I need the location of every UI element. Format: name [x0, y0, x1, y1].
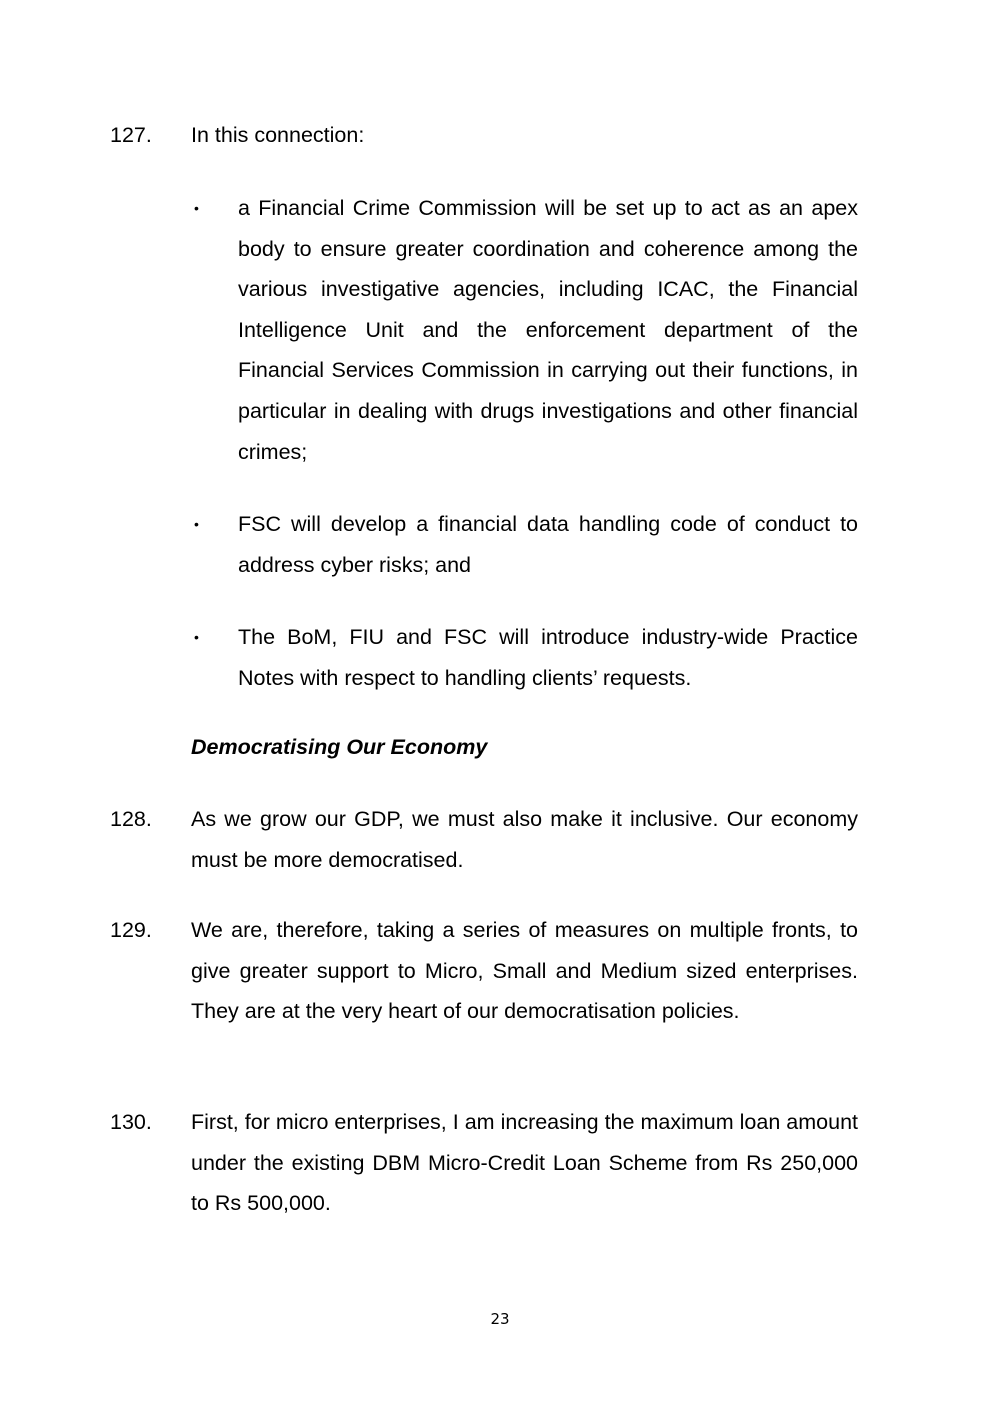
list-item — [190, 617, 858, 698]
paragraph-text: First, for micro enterprises, I am increasing the maximum loan amount under the existing DBM Micro-Credit Loan Scheme from Rs 250,000 to Rs 500,000. — [191, 1110, 858, 1216]
paragraph-text: In this connection: — [191, 123, 365, 147]
paragraph-number: 129. — [110, 918, 152, 942]
bullet-text: a Financial Crime Commission will be set up to act as an apex body to ensure greater coordination and coherence among the various investigative agencies, including ICAC, the Financial Intelligence Unit and the enforcement department of the Financial Services Commission in carrying out their functions, in particular in dealing with drugs investigations and other financial crimes; — [238, 196, 858, 464]
bullet-text: The BoM, FIU and FSC will introduce industry-wide Practice Notes with respect to handling clients’ requests. — [238, 625, 858, 690]
bullet-list — [190, 188, 858, 699]
paragraph-number: 128. — [110, 807, 152, 831]
bullet-text: FSC will develop a financial data handling code of conduct to address cyber risks; and — [238, 512, 858, 577]
paragraph-text: We are, therefore, taking a series of measures on multiple fronts, to give greater support to Micro, Small and Medium sized enterprises. They are at the very heart of our democratisation policies. — [191, 918, 858, 1024]
section-heading: Democratising Our Economy — [191, 735, 488, 759]
bullet-icon: • — [194, 516, 199, 533]
bullet-icon: • — [194, 200, 199, 216]
paragraph-130 — [110, 1102, 858, 1224]
paragraph-number: 130. — [110, 1110, 152, 1134]
bullet-icon: • — [194, 629, 199, 646]
list-item — [190, 504, 858, 585]
paragraph-128 — [110, 799, 858, 880]
list-item — [190, 188, 858, 472]
paragraph-129 — [110, 910, 858, 1032]
paragraph-text: As we grow our GDP, we must also make it inclusive. Our economy must be more democratised. — [191, 807, 858, 872]
paragraph-number: 127. — [110, 123, 152, 147]
page-number: 23 — [490, 1310, 510, 1328]
paragraph-127 — [110, 115, 858, 156]
